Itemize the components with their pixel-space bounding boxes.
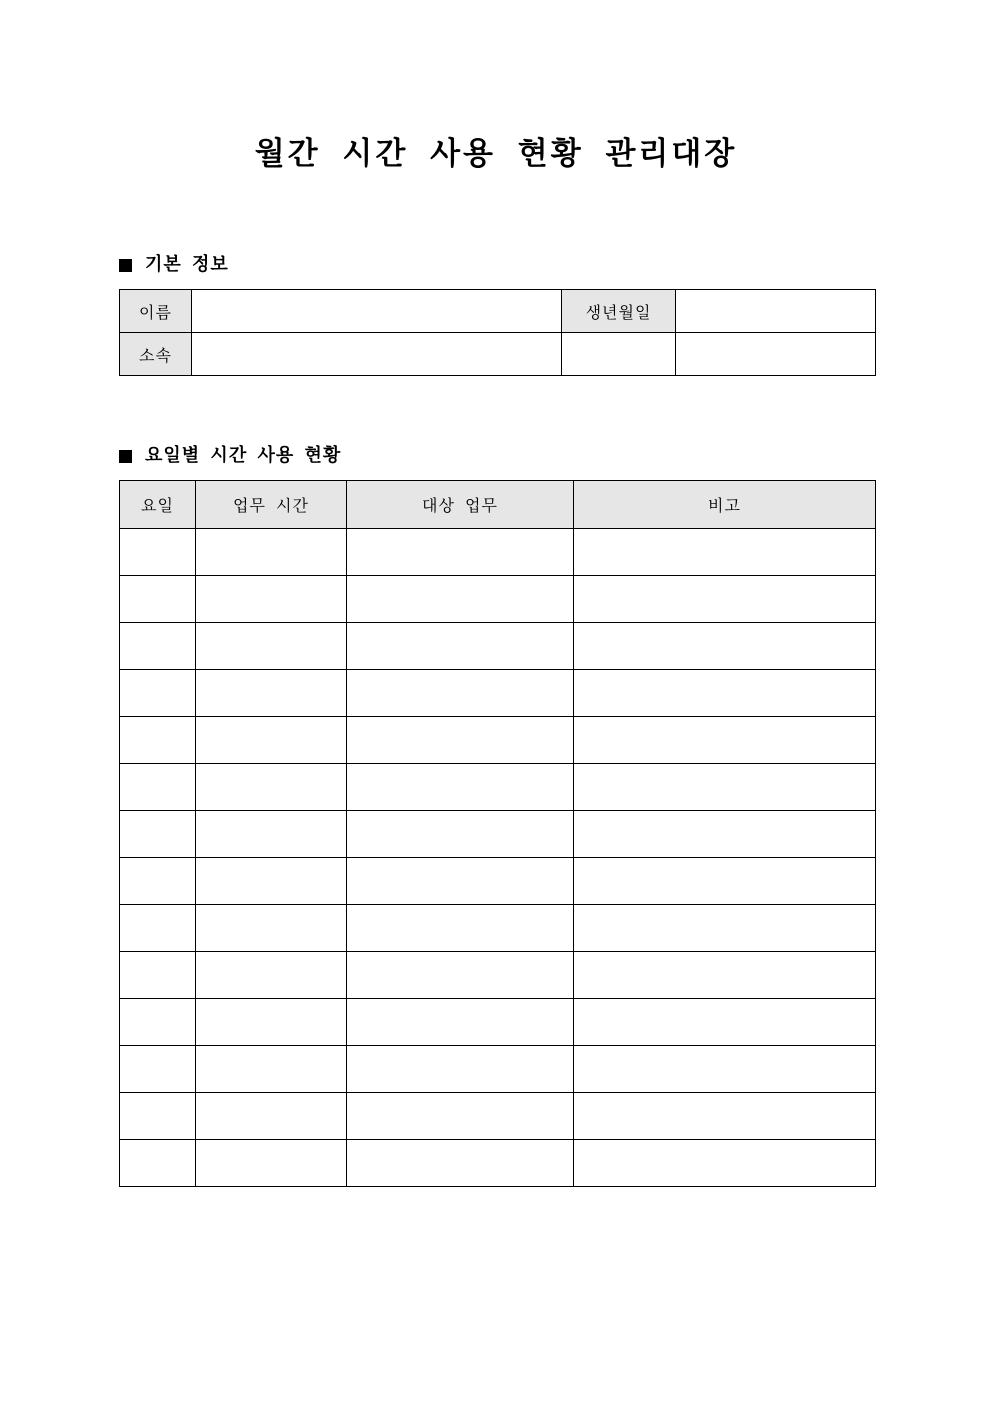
basic-info-row-name [120,290,876,333]
table-row [120,999,876,1046]
work-hours-cell[interactable] [196,764,347,811]
target-task-cell[interactable] [347,1046,574,1093]
target-task-cell[interactable] [347,811,574,858]
column-header-target-task: 대상 업무 [347,481,574,529]
target-task-cell[interactable] [347,670,574,717]
target-task-cell[interactable] [347,623,574,670]
day-cell[interactable] [120,717,196,764]
remarks-cell[interactable] [574,858,876,905]
day-cell[interactable] [120,670,196,717]
table-row [120,1046,876,1093]
work-hours-cell[interactable] [196,811,347,858]
remarks-cell[interactable] [574,811,876,858]
table-row [120,717,876,764]
table-row [120,811,876,858]
day-cell[interactable] [120,952,196,999]
page-title: 월간 시간 사용 현황 관리대장 [254,136,738,172]
basic-info-heading-text: 기본 정보 [145,254,229,275]
birthdate-field[interactable] [676,290,876,333]
affiliation-field[interactable] [192,333,562,376]
day-cell[interactable] [120,1093,196,1140]
remarks-cell[interactable] [574,999,876,1046]
name-field[interactable] [192,290,562,333]
table-row [120,576,876,623]
day-cell[interactable] [120,999,196,1046]
work-hours-cell[interactable] [196,858,347,905]
blank-cell[interactable] [562,333,676,376]
remarks-cell[interactable] [574,1093,876,1140]
target-task-cell[interactable] [347,952,574,999]
day-cell[interactable] [120,764,196,811]
table-row [120,905,876,952]
daily-usage-heading-text: 요일별 시간 사용 현황 [145,445,342,466]
basic-info-heading [119,253,229,277]
remarks-cell[interactable] [574,623,876,670]
remarks-cell[interactable] [574,1140,876,1187]
column-header-remarks: 비고 [574,481,876,529]
column-header-work-hours: 업무 시간 [196,481,347,529]
work-hours-cell[interactable] [196,623,347,670]
remarks-cell[interactable] [574,576,876,623]
target-task-cell[interactable] [347,858,574,905]
target-task-cell[interactable] [347,576,574,623]
column-header-day: 요일 [120,481,196,529]
day-cell[interactable] [120,623,196,670]
work-hours-cell[interactable] [196,717,347,764]
name-label: 이름 [120,290,192,333]
target-task-cell[interactable] [347,764,574,811]
remarks-cell[interactable] [574,1046,876,1093]
day-cell[interactable] [120,1046,196,1093]
square-bullet-icon [119,259,132,272]
table-row [120,952,876,999]
work-hours-cell[interactable] [196,1046,347,1093]
table-row [120,858,876,905]
day-cell[interactable] [120,576,196,623]
target-task-cell[interactable] [347,529,574,576]
work-hours-cell[interactable] [196,670,347,717]
remarks-cell[interactable] [574,905,876,952]
daily-usage-heading [119,444,341,468]
target-task-cell[interactable] [347,717,574,764]
blank-cell[interactable] [676,333,876,376]
table-row [120,1093,876,1140]
day-cell[interactable] [120,858,196,905]
table-row [120,670,876,717]
target-task-cell[interactable] [347,905,574,952]
remarks-cell[interactable] [574,764,876,811]
table-header-row [120,481,876,529]
table-row [120,764,876,811]
day-cell[interactable] [120,1140,196,1187]
work-hours-cell[interactable] [196,952,347,999]
work-hours-cell[interactable] [196,999,347,1046]
target-task-cell[interactable] [347,1093,574,1140]
work-hours-cell[interactable] [196,1140,347,1187]
work-hours-cell[interactable] [196,576,347,623]
square-bullet-icon [119,450,132,463]
basic-info-row-affiliation [120,333,876,376]
remarks-cell[interactable] [574,952,876,999]
basic-info-table [119,289,876,376]
remarks-cell[interactable] [574,717,876,764]
remarks-cell[interactable] [574,529,876,576]
daily-usage-table [119,480,876,1187]
target-task-cell[interactable] [347,999,574,1046]
work-hours-cell[interactable] [196,529,347,576]
affiliation-label: 소속 [120,333,192,376]
day-cell[interactable] [120,811,196,858]
table-row [120,1140,876,1187]
work-hours-cell[interactable] [196,1093,347,1140]
birthdate-label: 생년월일 [562,290,676,333]
table-row [120,529,876,576]
day-cell[interactable] [120,529,196,576]
work-hours-cell[interactable] [196,905,347,952]
target-task-cell[interactable] [347,1140,574,1187]
day-cell[interactable] [120,905,196,952]
table-row [120,623,876,670]
remarks-cell[interactable] [574,670,876,717]
